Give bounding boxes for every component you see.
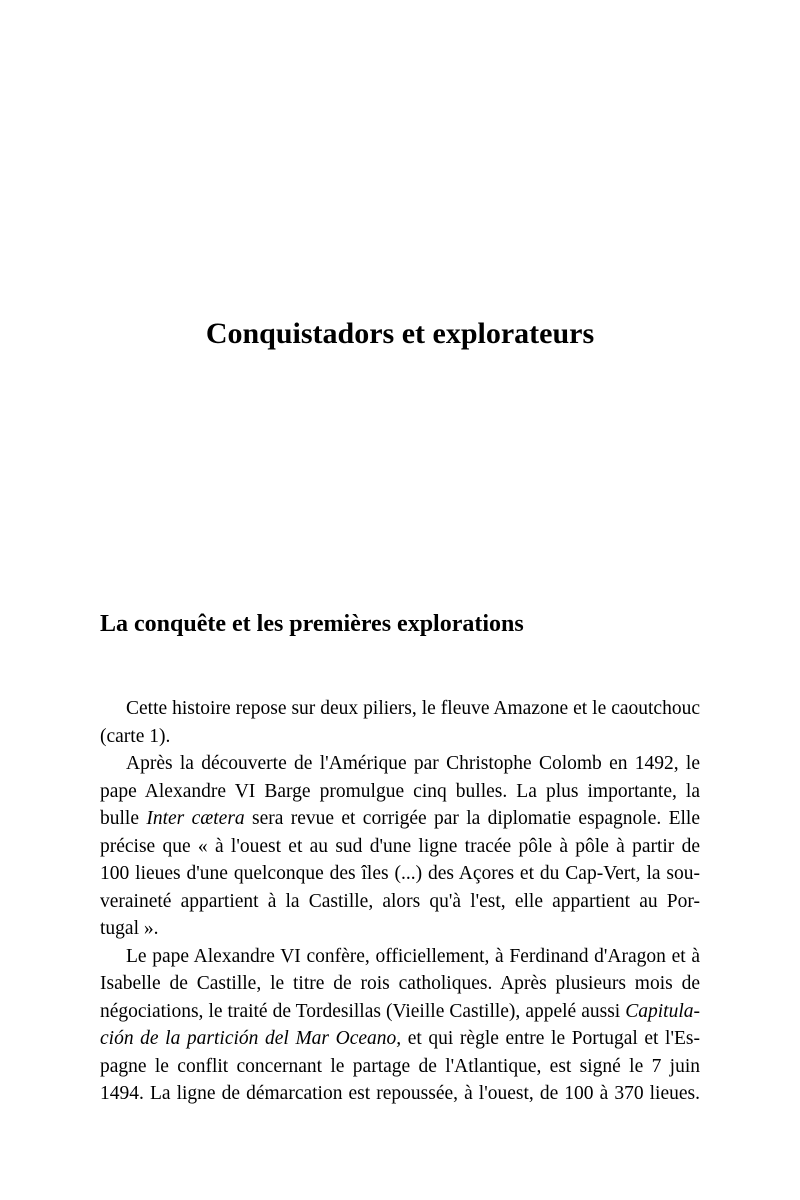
text-line [100, 1053, 700, 1081]
chapter-title: Conquistadors et explorateurs [205, 317, 595, 350]
body-text [100, 695, 700, 1108]
text-line [100, 998, 700, 1026]
text-run: veraineté appartient à la Castille, alors qu'à l'est, elle appartient au Por- [100, 890, 700, 912]
text-line [100, 970, 700, 998]
text-run: 100 lieues d'une quelconque des îles (...) des Açores et du Cap-Vert, la sou- [100, 863, 700, 884]
text-run: Isabelle de Castille, le titre de rois catholiques. Après plusieurs mois de [100, 973, 700, 994]
section-heading: La conquête et les premières explorations [100, 611, 524, 637]
text-run: pagne le conflit concernant le partage de l'Atlantique, est signé le 7 juin [100, 1055, 700, 1077]
text-run: négociations, le traité de Tordesillas (Vieille Castille), appelé aussi [100, 1000, 626, 1022]
text-line [100, 888, 700, 916]
text-run: pape Alexandre VI Barge promulgue cinq bulles. La plus importante, la [100, 780, 700, 802]
text-run: sera revue et corrigée par la diplomatie espagnole. Elle [244, 808, 700, 829]
text-line [100, 833, 700, 861]
text-line [100, 695, 700, 723]
text-line [100, 915, 700, 943]
text-line [100, 1025, 700, 1053]
text-run: tugal ». [100, 918, 159, 939]
italic-text-run: Inter cætera [146, 808, 245, 829]
text-line [100, 805, 700, 833]
text-line [100, 1080, 700, 1108]
italic-text-run: ción de la partición del Mar Oceano, [100, 1028, 402, 1049]
text-run: Cette histoire repose sur deux piliers, le fleuve Amazone et le caoutchouc [126, 698, 700, 719]
text-run: et qui règle entre le Portugal et l'Es- [401, 1028, 700, 1049]
text-line [100, 723, 700, 751]
text-line [100, 778, 700, 806]
text-run: précise que « à l'ouest et au sud d'une ligne tracée pôle à pôle à partir de [100, 835, 700, 857]
text-line [100, 750, 700, 778]
italic-text-run: Capitula- [625, 1000, 700, 1022]
text-line [100, 860, 700, 888]
text-run: bulle [100, 808, 147, 829]
text-run: Après la découverte de l'Amérique par Christophe Colomb en 1492, le [126, 753, 700, 774]
text-line [100, 943, 700, 971]
text-run: (carte 1). [100, 725, 171, 747]
text-run: Le pape Alexandre VI confère, officiellement, à Ferdinand d'Aragon et à [126, 945, 700, 967]
text-run: 1494. La ligne de démarcation est repoussée, à l'ouest, de 100 à 370 lieues. [100, 1083, 700, 1104]
